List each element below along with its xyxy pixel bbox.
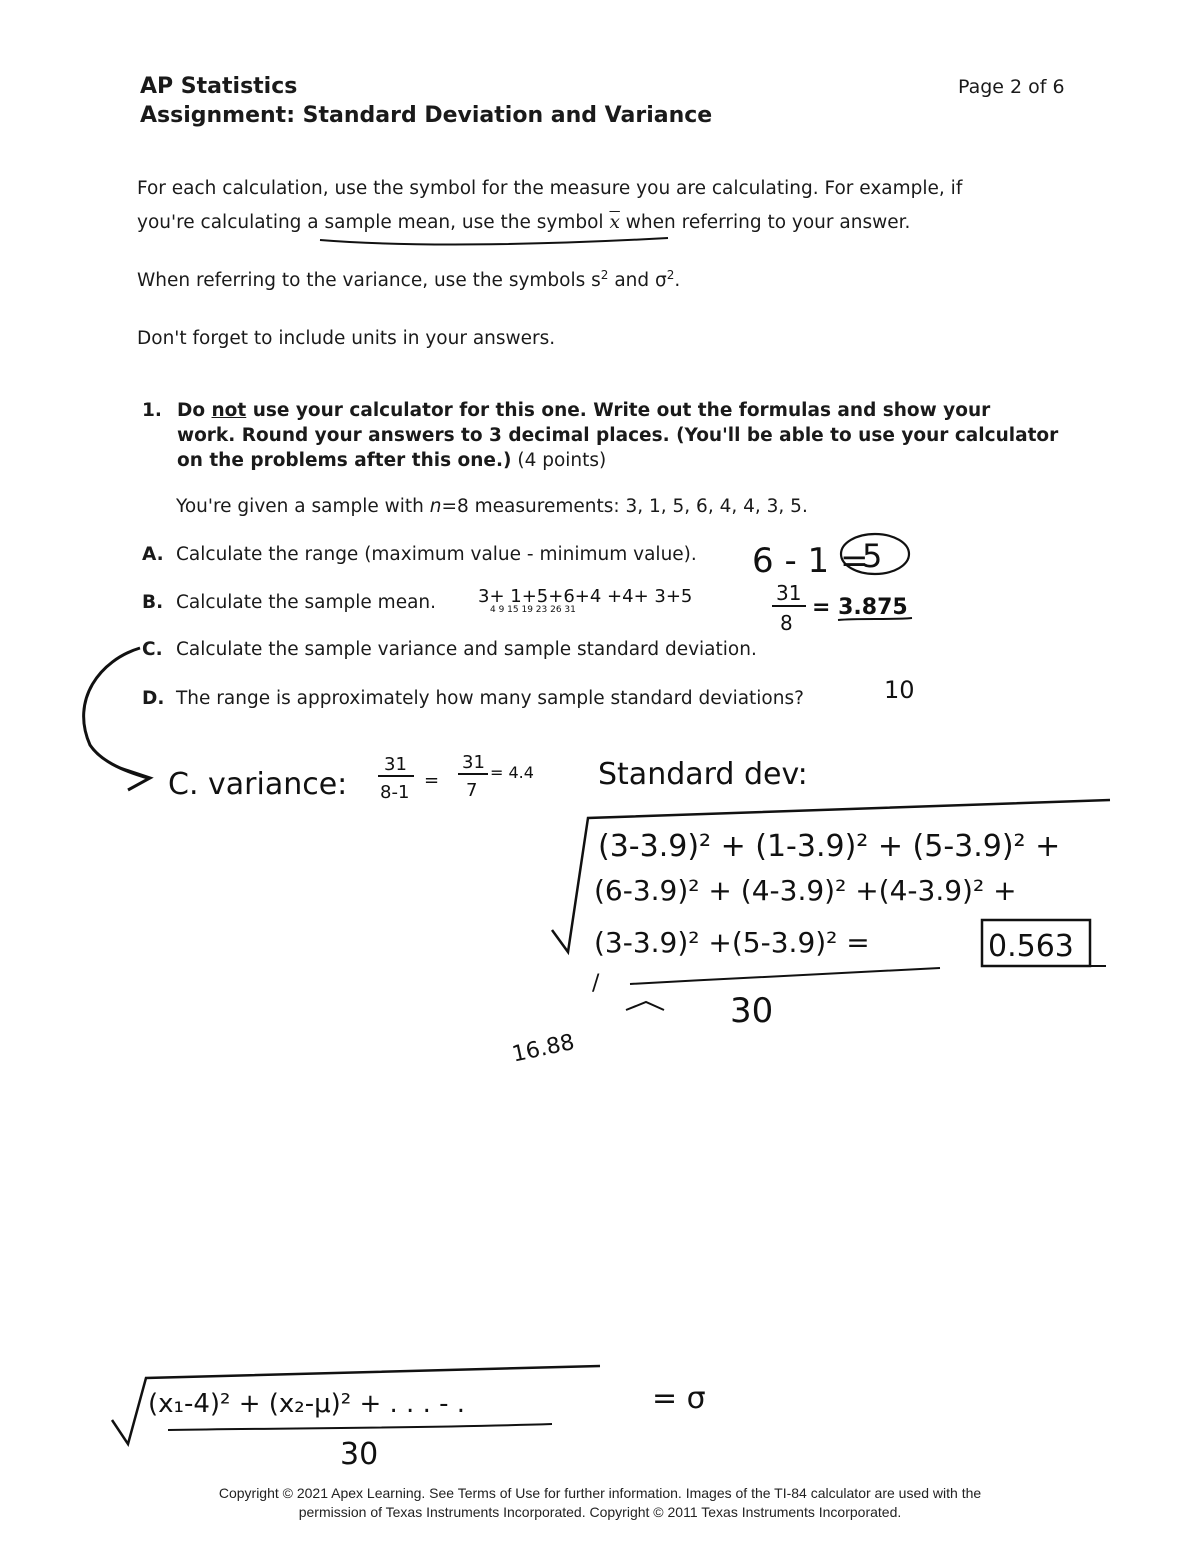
page-number: Page 2 of 6: [958, 76, 1065, 98]
hw-arrow-curve: [84, 648, 148, 778]
hw-var-num2: 31: [462, 752, 485, 773]
intro-line-1: For each calculation, use the symbol for the measure you are calculating. For example, if: [137, 178, 963, 199]
part-b-text: Calculate the sample mean.: [176, 592, 437, 613]
hw-side-note: 16.88: [509, 1030, 577, 1068]
hw-std-fraction-bar: [630, 968, 940, 984]
part-a-text: Calculate the range (maximum value - minimum value).: [176, 544, 697, 565]
hw-std-den: 30: [730, 991, 774, 1031]
intro-line-2-end: when referring to your answer.: [619, 212, 911, 233]
course-title: AP Statistics: [140, 74, 298, 99]
footer-line-1: Copyright © 2021 Apex Learning. See Terms of Use for further information. Images of the TI-84 calculator are used with the: [218, 1485, 982, 1501]
variance-mid: and σ: [608, 270, 667, 292]
hw-formula-den: 30: [340, 1437, 379, 1472]
footer-line-2: permission of Texas Instruments Incorporated. Copyright © 2011 Texas Instruments Incorporated.: [298, 1504, 902, 1520]
hw-d-answer: 10: [884, 676, 915, 704]
given-n: n: [429, 496, 442, 517]
hw-mean-partials: 4 9 15 19 23 26 31: [490, 605, 576, 615]
hw-caret: [626, 1002, 664, 1010]
q-line1-pre: Do: [177, 400, 212, 421]
hw-mean-den: 8: [780, 611, 793, 635]
intro-line-2-text: you're calculating a sample mean, use the symbol: [137, 212, 610, 233]
hw-std-label: Standard dev:: [598, 757, 808, 792]
hw-std-line1: (3-3.9)² + (1-3.9)² + (5-3.9)² +: [598, 829, 1061, 864]
hw-formula-num: (x₁-4)² + (x₂-μ)² + . . . - .: [148, 1389, 466, 1419]
q-line3: on the problems after this one.): [177, 450, 512, 471]
hw-range-answer: 5: [862, 537, 883, 575]
question-line-2: work. Round your answers to 3 decimal places. (You'll be able to use your calculator: [177, 425, 1059, 446]
units-note: Don't forget to include units in your answers.: [137, 328, 556, 349]
q-not: not: [211, 400, 247, 421]
part-a-letter: A.: [142, 544, 164, 565]
hw-var-result: = 4.4: [490, 763, 534, 782]
part-c-text: Calculate the sample variance and sample standard deviation.: [176, 639, 757, 660]
part-d-text: The range is approximately how many sample standard deviations?: [176, 688, 804, 709]
given-post: =8 measurements: 3, 1, 5, 6, 4, 4, 3, 5.: [441, 496, 808, 517]
variance-end: .: [674, 270, 681, 292]
hw-intro-underline: [320, 238, 668, 244]
part-c-letter: C.: [142, 639, 163, 660]
hw-std-answer: 0.563: [988, 929, 1074, 964]
assignment-title: Assignment: Standard Deviation and Variance: [140, 103, 713, 128]
hw-variance-label: C. variance:: [168, 767, 348, 802]
hw-formula-bar: [168, 1424, 552, 1430]
sup-s: 2: [600, 268, 609, 282]
hw-mean-sum: 3+ 1+5+6+4 +4+ 3+5: [478, 586, 693, 607]
sup-sigma: 2: [666, 268, 675, 282]
hw-mean-answer: = 3.875: [812, 595, 908, 620]
given-pre: You're given a sample with: [176, 496, 430, 517]
hw-var-den1: 8-1: [380, 782, 410, 803]
hw-side-slash: /: [592, 971, 600, 996]
hw-var-eq: =: [424, 770, 440, 791]
footer: [120, 1484, 1080, 1522]
xbar-symbol: $\overline{x}$: [609, 212, 620, 233]
hw-std-line2: (6-3.9)² + (4-3.9)² +(4-3.9)² +: [594, 874, 1017, 907]
hw-range: 6 - 1 =: [752, 541, 869, 581]
question-number: 1.: [142, 400, 162, 421]
hw-var-num1: 31: [384, 754, 407, 775]
q-line1-post: use your calculator for this one. Write out the formulas and show your: [246, 400, 991, 421]
part-b-letter: B.: [142, 592, 164, 613]
hw-var-den2: 7: [466, 780, 478, 801]
hw-mean-num: 31: [776, 581, 802, 605]
hw-std-line3: (3-3.9)² +(5-3.9)² =: [594, 926, 870, 959]
q-points: (4 points): [511, 450, 607, 471]
part-d-letter: D.: [142, 688, 165, 709]
variance-text: When referring to the variance, use the symbols s: [137, 270, 601, 292]
hw-formula-eq: = σ: [652, 1381, 706, 1416]
